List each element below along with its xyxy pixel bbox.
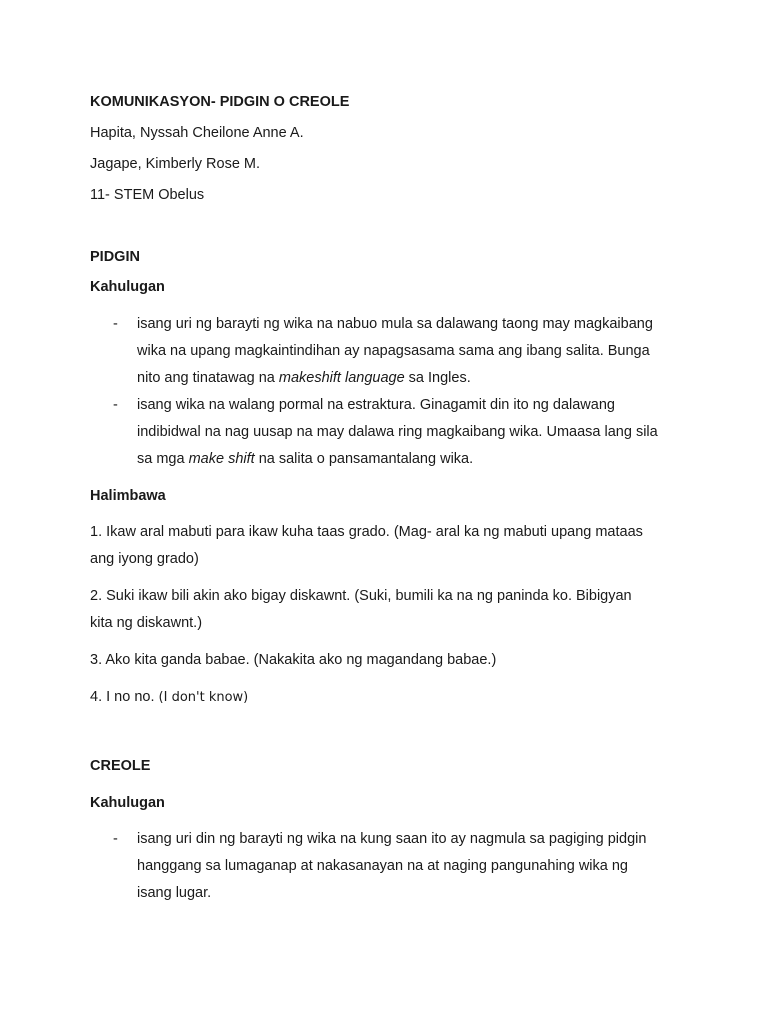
pidgin-kahulugan-heading: Kahulugan xyxy=(90,279,165,295)
text-run: sa mga xyxy=(137,451,189,467)
creole-heading: CREOLE xyxy=(90,758,151,774)
author-1: Hapita, Nyssah Cheilone Anne A. xyxy=(90,125,304,141)
example-4-main: 4. I no no. xyxy=(90,689,159,705)
text-run: nito ang tinatawag na xyxy=(137,370,279,386)
bullet-marker: - xyxy=(113,831,118,847)
example-2-line1: 2. Suki ikaw bili akin ako bigay diskawnt. (Suki, bumili ka na ng paninda ko. Bibigyan xyxy=(90,588,632,604)
text-run: sa Ingles. xyxy=(404,370,471,386)
document-title: KOMUNIKASYON- PIDGIN O CREOLE xyxy=(90,94,350,110)
pidgin-bullet1-line2: wika na upang magkaintindihan ay napagsasama sama ang ibang salita. Bunga xyxy=(137,343,650,359)
example-1-line1: 1. Ikaw aral mabuti para ikaw kuha taas grado. (Mag- aral ka ng mabuti upang mataas xyxy=(90,524,643,540)
pidgin-bullet2-line2: indibidwal na nag uusap na may dalawa ring magkaibang wika. Umaasa lang sila xyxy=(137,424,658,440)
bullet-marker: - xyxy=(113,397,118,413)
pidgin-heading: PIDGIN xyxy=(90,249,140,265)
author-2: Jagape, Kimberly Rose M. xyxy=(90,156,261,172)
pidgin-bullet1-line3 xyxy=(137,369,471,387)
bullet-marker: - xyxy=(113,316,118,332)
pidgin-bullet2-line3 xyxy=(137,450,473,468)
pidgin-bullet1-line1: isang uri ng barayti ng wika na nabuo mula sa dalawang taong may magkaibang xyxy=(137,316,653,332)
halimbawa-heading: Halimbawa xyxy=(90,488,166,504)
section-label: 11- STEM Obelus xyxy=(90,187,205,203)
emphasis-term: makeshift language xyxy=(278,370,405,386)
example-3: 3. Ako kita ganda babae. (Nakakita ako ng magandang babae.) xyxy=(90,652,497,668)
creole-kahulugan-heading: Kahulugan xyxy=(90,795,165,811)
text-run: na salita o pansamantalang wika. xyxy=(254,451,474,467)
creole-bullet1-line2: hanggang sa lumaganap at nakasanayan na at naging pangunahing wika ng xyxy=(137,858,628,874)
example-4-note: (I don't know) xyxy=(158,690,249,705)
example-4 xyxy=(90,688,248,707)
creole-bullet1-line3: isang lugar. xyxy=(137,885,212,901)
emphasis-term: make shift xyxy=(188,451,255,467)
example-1-line2: ang iyong grado) xyxy=(90,551,199,567)
example-2-line2: kita ng diskawnt.) xyxy=(90,615,203,631)
pidgin-bullet2-line1: isang wika na walang pormal na estraktura. Ginagamit din ito ng dalawang xyxy=(137,397,615,413)
creole-bullet1-line1: isang uri din ng barayti ng wika na kung saan ito ay nagmula sa pagiging pidgin xyxy=(137,831,647,847)
